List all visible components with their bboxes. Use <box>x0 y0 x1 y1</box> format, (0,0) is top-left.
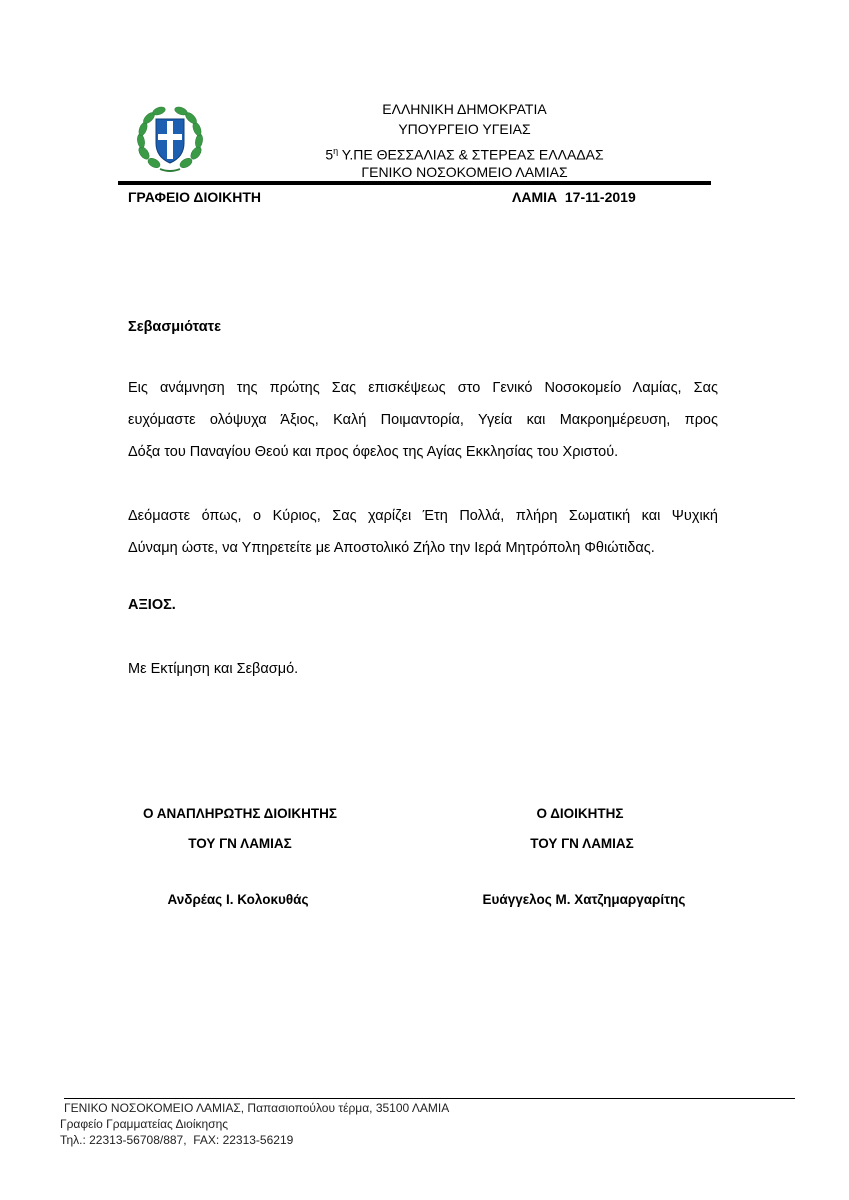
footer-address: ΓΕΝΙΚΟ ΝΟΣΟΚΟΜΕΙΟ ΛΑΜΙΑΣ, Παπασιοπούλου τέρμα, 35100 ΛΑΜΙΑ <box>64 1101 450 1115</box>
salutation: Σεβασμιότατε <box>128 319 221 335</box>
signature-right-title: Ο ΔΙΟΙΚΗΤΗΣ <box>536 806 624 821</box>
region-ordinal: η <box>333 146 339 156</box>
office-label: ΓΡΑΦΕΙΟ ΔΙΟΙΚΗΤΗ <box>128 189 262 205</box>
paragraph-1-line-3: Δόξα του Παναγίου Θεού και προς όφελος της Αγίας Εκκλησίας του Χριστού. <box>128 444 619 460</box>
footer-office: Γραφείο Γραμματείας Διοίκησης <box>60 1117 229 1131</box>
header-rule <box>118 181 711 185</box>
paragraph-1-line-1: Εις ανάμνηση της πρώτης Σας επισκέψεως στο Γενικό Νοσοκομείο Λαμίας, Σας <box>128 380 718 396</box>
region-number: 5 <box>325 146 334 163</box>
letterhead-line-2: ΥΠΟΥΡΓΕΙΟ ΥΓΕΙΑΣ <box>398 121 531 137</box>
signature-right-org: ΤΟΥ ΓΝ ΛΑΜΙΑΣ <box>530 836 634 851</box>
region-name: Υ.ΠΕ ΘΕΣΣΑΛΙΑΣ & ΣΤΕΡΕΑΣ ΕΛΛΑΔΑΣ <box>338 146 604 163</box>
signature-left-org: ΤΟΥ ΓΝ ΛΑΜΙΑΣ <box>188 836 292 851</box>
closing-text: Με Εκτίμηση και Σεβασμό. <box>128 661 299 677</box>
paragraph-2-line-2: Δύναμη ώστε, να Υπηρετείτε με Αποστολικό Ζήλο την Ιερά Μητρόπολη Φθιώτιδας. <box>128 540 655 556</box>
paragraph-1-line-2: ευχόμαστε ολόψυχα Άξιος, Καλή Ποιμαντορία, Υγεία και Μακροημέρευση, προς <box>128 412 718 428</box>
paragraph-1 <box>128 372 718 468</box>
place-date: ΛΑΜΙΑ 17-11-2019 <box>512 189 636 205</box>
axios-text: ΑΞΙΟΣ. <box>128 597 176 613</box>
footer-rule <box>64 1098 795 1099</box>
signature-right-name: Ευάγγελος Μ. Χατζημαργαρίτης <box>482 892 686 907</box>
letterhead-line-3 <box>40 142 849 164</box>
letterhead-line-4: ΓΕΝΙΚΟ ΝΟΣΟΚΟΜΕΙΟ ΛΑΜΙΑΣ <box>361 164 568 180</box>
signature-left-name: Ανδρέας Ι. Κολοκυθάς <box>167 892 309 907</box>
signature-left-title: Ο ΑΝΑΠΛΗΡΩΤΗΣ ΔΙΟΙΚΗΤΗΣ <box>143 806 337 821</box>
footer-contact: Τηλ.: 22313-56708/887, FAX: 22313-56219 <box>60 1133 294 1147</box>
paragraph-2 <box>128 500 718 564</box>
letterhead-line-1: ΕΛΛΗΝΙΚΗ ΔΗΜΟΚΡΑΤΙΑ <box>382 101 547 117</box>
paragraph-2-line-1: Δεόμαστε όπως, ο Κύριος, Σας χαρίζει Έτη Πολλά, πλήρη Σωματική και Ψυχική <box>128 508 718 524</box>
